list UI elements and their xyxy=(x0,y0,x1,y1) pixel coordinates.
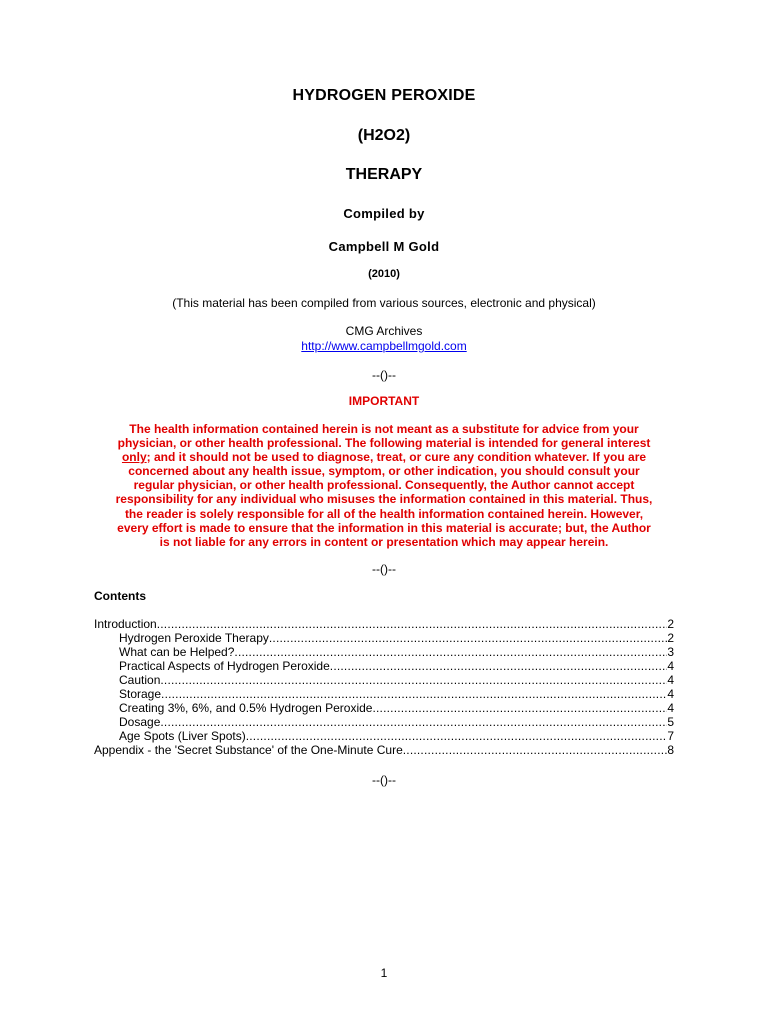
toc-entry-page: 2 xyxy=(667,631,674,645)
toc-dot-leader xyxy=(161,687,667,701)
toc-entry-page: 4 xyxy=(667,701,674,715)
toc-entry-page: 7 xyxy=(667,729,674,743)
author-name: Campbell M Gold xyxy=(328,239,440,254)
toc-entry[interactable] xyxy=(94,645,674,659)
toc-dot-leader xyxy=(246,729,668,743)
disclaimer-line-rest: ; and it should not be used to diagnose, treat, or cure any condition whatever. If you are xyxy=(146,450,647,465)
disclaimer-emphasis: only xyxy=(121,450,147,465)
toc-entry-title: Dosage xyxy=(119,715,161,729)
toc-dot-leader xyxy=(234,645,667,659)
toc-entry[interactable] xyxy=(94,617,674,631)
source-note: (This material has been compiled from various sources, electronic and physical) xyxy=(172,296,596,310)
toc-entry-title: Creating 3%, 6%, and 0.5% Hydrogen Peroxide xyxy=(119,701,373,715)
toc-entry-title: Age Spots (Liver Spots) xyxy=(119,729,246,743)
toc-entry[interactable] xyxy=(94,687,674,701)
toc-entry-title: Introduction xyxy=(94,617,157,631)
disclaimer-line xyxy=(86,450,682,464)
section-separator: --()-- xyxy=(372,773,396,787)
disclaimer-line: regular physician, or other health professional. Consequently, the Author cannot accept xyxy=(133,478,635,493)
disclaimer-line: The health information contained herein is not meant as a substitute for advice from your xyxy=(129,422,639,436)
toc-entry[interactable] xyxy=(94,715,674,729)
disclaimer-line: responsibility for any individual who misuses the information contained in this material. Thus, xyxy=(115,492,653,507)
toc-entry-title: Storage xyxy=(119,687,162,701)
toc-entry-title: Appendix - the 'Secret Substance' of the One-Minute Cure xyxy=(94,743,403,757)
toc-entry-page: 4 xyxy=(667,673,674,687)
document-title: HYDROGEN PEROXIDE xyxy=(292,87,476,104)
toc-entry-page: 2 xyxy=(667,617,674,631)
toc-dot-leader xyxy=(403,743,668,757)
toc-entry-page: 8 xyxy=(667,743,674,757)
page-number: 1 xyxy=(380,966,388,980)
toc-entry[interactable] xyxy=(94,631,674,645)
table-of-contents xyxy=(94,617,674,757)
archive-url-line xyxy=(0,339,768,353)
disclaimer-line: the reader is solely responsible for all of the health information contained herein. However, xyxy=(124,506,644,521)
toc-entry[interactable] xyxy=(94,729,674,743)
disclaimer-line: every effort is made to ensure that the information in this material is accurate; but, the Author xyxy=(117,520,651,535)
disclaimer-line: is not liable for any errors in content or presentation which may appear herein. xyxy=(159,534,609,549)
toc-dot-leader xyxy=(160,673,667,687)
toc-entry-title: Practical Aspects of Hydrogen Peroxide xyxy=(119,659,330,673)
toc-entry-title: Hydrogen Peroxide Therapy xyxy=(119,631,269,645)
health-disclaimer xyxy=(86,422,682,549)
compiled-by-label: Compiled by xyxy=(343,206,425,221)
toc-dot-leader xyxy=(372,701,667,715)
toc-entry-page: 4 xyxy=(667,659,674,673)
toc-entry-title: What can be Helped? xyxy=(119,645,235,659)
disclaimer-line: concerned about any health issue, symptom, or other indication, you should consult your xyxy=(128,464,640,479)
important-heading: IMPORTANT xyxy=(348,394,420,408)
toc-entry-page: 3 xyxy=(667,645,674,659)
toc-entry[interactable] xyxy=(94,701,674,715)
toc-dot-leader xyxy=(330,659,668,673)
document-subtitle: THERAPY xyxy=(345,166,423,183)
document-formula: (H2O2) xyxy=(357,127,411,144)
archive-link[interactable]: http://www.campbellmgold.com xyxy=(301,339,467,353)
disclaimer-line: physician, or other health professional. The following material is intended for general interest xyxy=(117,436,651,451)
toc-dot-leader xyxy=(269,631,667,645)
toc-entry[interactable] xyxy=(94,743,674,757)
toc-entry[interactable] xyxy=(94,673,674,687)
contents-heading: Contents xyxy=(94,589,146,603)
toc-entry-page: 5 xyxy=(667,715,674,729)
toc-entry-title: Caution xyxy=(119,673,161,687)
toc-dot-leader xyxy=(160,715,667,729)
section-separator: --()-- xyxy=(372,562,396,576)
toc-entry[interactable] xyxy=(94,659,674,673)
archive-name: CMG Archives xyxy=(345,324,423,338)
toc-entry-page: 4 xyxy=(667,687,674,701)
toc-dot-leader xyxy=(157,617,668,631)
section-separator: --()-- xyxy=(372,368,396,382)
publication-year: (2010) xyxy=(368,268,400,280)
